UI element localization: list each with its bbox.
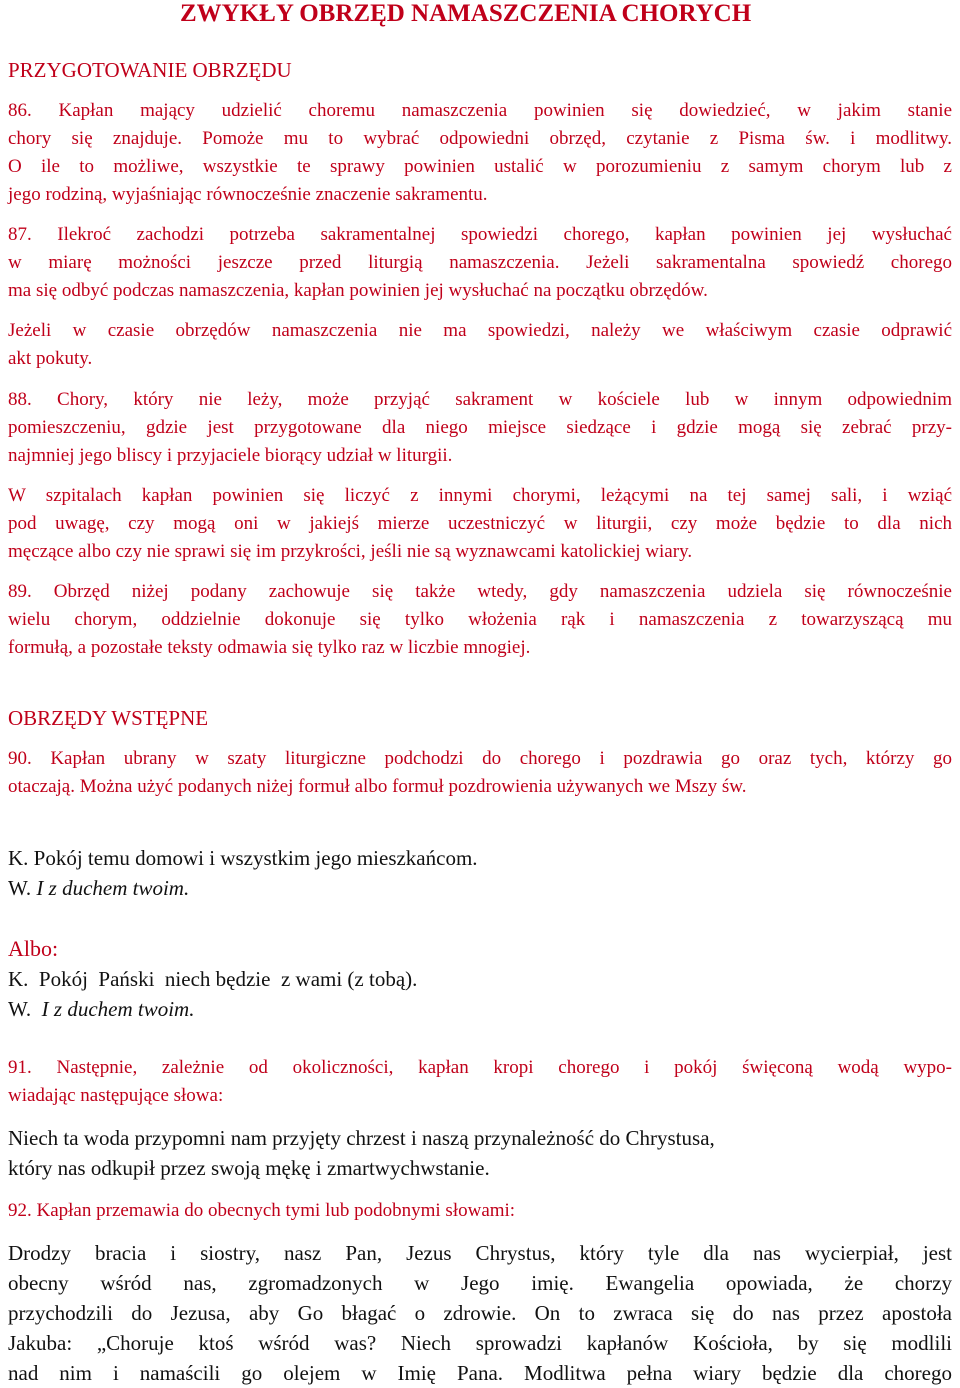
paragraph-91 xyxy=(8,1054,952,1110)
paragraph-92 xyxy=(8,1197,952,1225)
holy-water-prayer xyxy=(8,1123,908,1183)
text-line: chory się znajduje. Pomoże mu to wybrać odpowiedni obrzęd, czytanie z Pisma św. i modlitwy. xyxy=(8,128,952,149)
text-line: W szpitalach kapłan powinien się liczyć z innymi chorymi, leżącymi na tej samej sali, i wziąć xyxy=(8,485,952,506)
text-line: Jeżeli w czasie obrzędów namaszczenia nie ma spowiedzi, należy we właściwym czasie odprawić xyxy=(8,320,952,341)
text-line: w miarę możności jeszcze przed liturgią namaszczenia. Jeżeli sakramentalna spowiedź chorego xyxy=(8,252,952,273)
text-line: Jakuba: „Choruje ktoś wśród was? Niech sprowadzi kapłanów Kościoła, by się modlili xyxy=(8,1331,952,1355)
response-prefix: W. xyxy=(8,876,37,900)
text-line: który nas odkupił przez swoją mękę i zmartwychwstanie. xyxy=(8,1156,490,1180)
text-line: ma się odbyć podczas namaszczenia, kapłan powinien jej wysłuchać na początku obrzędów. xyxy=(8,280,708,301)
text-line: męczące albo czy nie sprawi się im przykrości, jeśli nie są wyznawcami katolickiej wiary. xyxy=(8,541,693,562)
response-text: I z duchem twoim. xyxy=(41,997,195,1021)
text-line: Niech ta woda przypomni nam przyjęty chrzest i naszą przynależność do Chrystusa, xyxy=(8,1126,715,1150)
text-line: pomieszczeniu, gdzie jest przygotowane dla niego miejsce siedzące i gdzie mogą się zebrać przy- xyxy=(8,417,952,438)
text-line: 88. Chory, który nie leży, może przyjąć sakrament w kościele lub w innym odpowiednim xyxy=(8,389,952,410)
text-line: O ile to możliwe, wszystkie te sprawy powinien ustalić w porozumieniu z samym chorym lub z xyxy=(8,156,952,177)
section-heading-preparation: PRZYGOTOWANIE OBRZĘDU xyxy=(8,58,292,82)
document-title: ZWYKŁY OBRZĘD NAMASZCZENIA CHORYCH xyxy=(180,0,752,27)
paragraph-88 xyxy=(8,386,952,470)
text-line: wiadając następujące słowa: xyxy=(8,1085,224,1106)
address-to-faithful xyxy=(8,1238,952,1388)
text-line: otaczają. Można użyć podanych niżej formuł albo formuł pozdrowienia używanych we Mszy św. xyxy=(8,776,747,797)
text-line: 86. Kapłan mający udzielić choremu namaszczenia powinien się dowiedzieć, w jakim stanie xyxy=(8,100,952,121)
text-line: wielu chorym, oddzielnie dokonuje się tylko włożenia rąk i namaszczenia z towarzyszącą mu xyxy=(8,609,952,630)
greeting-response-alt xyxy=(8,994,194,1024)
alternative-label: Albo: xyxy=(8,936,59,961)
text-line: pod uwagę, czy mogą oni w jakiejś mierze uczestniczyć w liturgii, czy może będzie to dla nich xyxy=(8,513,952,534)
text-line: formułą, a pozostałe teksty odmawia się tylko raz w liczbie mnogiej. xyxy=(8,637,531,658)
greeting-celebrant-alt: K. Pokój Pański niech będzie z wami (z tobą). xyxy=(8,967,418,991)
text-line: najmniej jego bliscy i przyjaciele biorący udział w liturgii. xyxy=(8,445,453,466)
paragraph-88-continued xyxy=(8,482,952,566)
text-line: 87. Ilekroć zachodzi potrzeba sakramentalnej spowiedzi chorego, kapłan powinien jej wysłuchać xyxy=(8,224,952,245)
text-line: nad nim i namaścili go olejem w Imię Pana. Modlitwa pełna wiary będzie dla chorego xyxy=(8,1361,952,1385)
text-line: przychodzili do Jezusa, aby Go błagać o zdrowie. On to zwraca się do nas przez apostoła xyxy=(8,1301,952,1325)
text-line: 91. Następnie, zależnie od okoliczności, kapłan kropi chorego i pokój święconą wodą wypo- xyxy=(8,1057,952,1078)
paragraph-89 xyxy=(8,578,952,662)
text-line: obecny wśród nas, zgromadzonych w Jego imię. Ewangelia opowiada, że chorzy xyxy=(8,1271,952,1295)
paragraph-90 xyxy=(8,745,952,801)
paragraph-87-continued xyxy=(8,317,952,373)
paragraph-86 xyxy=(8,97,952,209)
greeting-celebrant: K. Pokój temu domowi i wszystkim jego mieszkańcom. xyxy=(8,846,478,870)
greeting-response xyxy=(8,873,189,903)
response-text: I z duchem twoim. xyxy=(36,876,190,900)
text-line: Drodzy bracia i siostry, nasz Pan, Jezus Chrystus, który tyle dla nas wycierpiał, jest xyxy=(8,1241,952,1265)
text-line: 92. Kapłan przemawia do obecnych tymi lub podobnymi słowami: xyxy=(8,1200,516,1221)
response-prefix: W. xyxy=(8,997,42,1021)
text-line: jego rodziną, wyjaśniając równocześnie znaczenie sakramentu. xyxy=(8,184,488,205)
text-line: 90. Kapłan ubrany w szaty liturgiczne podchodzi do chorego i pozdrawia go oraz tych, którzy go xyxy=(8,748,952,769)
text-line: akt pokuty. xyxy=(8,348,93,369)
paragraph-87 xyxy=(8,221,952,305)
text-line: 89. Obrzęd niżej podany zachowuje się także wtedy, gdy namaszczenia udziela się równocześnie xyxy=(8,581,952,602)
section-heading-introductory-rites: OBRZĘDY WSTĘPNE xyxy=(8,706,209,730)
